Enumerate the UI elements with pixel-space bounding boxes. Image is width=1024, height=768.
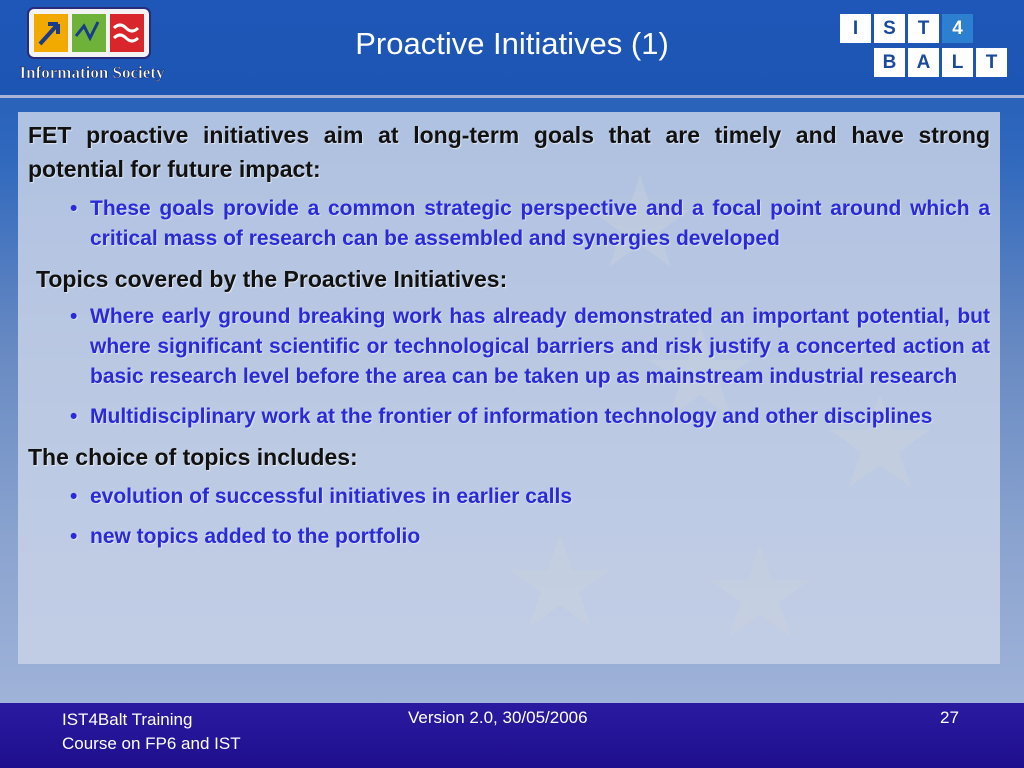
- paragraph: Topics covered by the Proactive Initiatives:: [36, 266, 508, 292]
- bullet-icon: •: [70, 405, 78, 428]
- logo-tile: B: [874, 48, 905, 77]
- bullet-text: These goals provide a common strategic perspective and a focal point around which a critical mass of research can be assembled and synergies developed: [90, 197, 990, 250]
- bullet-icon: •: [70, 305, 78, 328]
- footer-version: Version 2.0, 30/05/2006: [408, 708, 588, 727]
- logo-tile: I: [840, 14, 871, 43]
- footer-course-line1: IST4Balt Training: [62, 710, 193, 729]
- bullet-item: [28, 402, 990, 432]
- page-number: 27: [940, 708, 959, 727]
- bullet-text: Multidisciplinary work at the frontier of information technology and other disciplines: [90, 405, 933, 428]
- logo-caption: Information Society: [19, 63, 165, 82]
- logo-tile: 4: [942, 14, 973, 43]
- slide-body: [28, 118, 990, 552]
- bullet-item: [28, 302, 990, 392]
- slide-header: [0, 0, 1024, 98]
- bullet-icon: •: [70, 485, 78, 508]
- bullet-item: [28, 482, 990, 512]
- bullet-text: Where early ground breaking work has already demonstrated an important potential, but where significant scientific or technological barriers and risk justify a concerted action at basic research level before the area can be taken up as mainstream industrial research: [90, 305, 990, 388]
- bullet-icon: •: [70, 525, 78, 548]
- logo-tile: A: [908, 48, 939, 77]
- slide-footer: [0, 703, 1024, 768]
- logo-tile: L: [942, 48, 973, 77]
- bullet-text: new topics added to the portfolio: [90, 525, 421, 548]
- logo-tile: S: [874, 14, 905, 43]
- footer-course-line2: Course on FP6 and IST: [62, 734, 241, 753]
- bullet-text: evolution of successful initiatives in earlier calls: [90, 485, 573, 508]
- footer-course: [62, 708, 241, 756]
- ist4balt-logo: [838, 12, 1016, 82]
- paragraph: FET proactive initiatives aim at long-term goals that are timely and have strong potential for future impact:: [28, 122, 990, 182]
- paragraph: The choice of topics includes:: [28, 444, 358, 470]
- bullet-item: [28, 522, 990, 552]
- logo-tile: T: [908, 14, 939, 43]
- bullet-icon: •: [70, 197, 78, 220]
- logo-tile: T: [976, 48, 1007, 77]
- page-title: Proactive Initiatives (1): [355, 26, 669, 61]
- bullet-item: [28, 194, 990, 254]
